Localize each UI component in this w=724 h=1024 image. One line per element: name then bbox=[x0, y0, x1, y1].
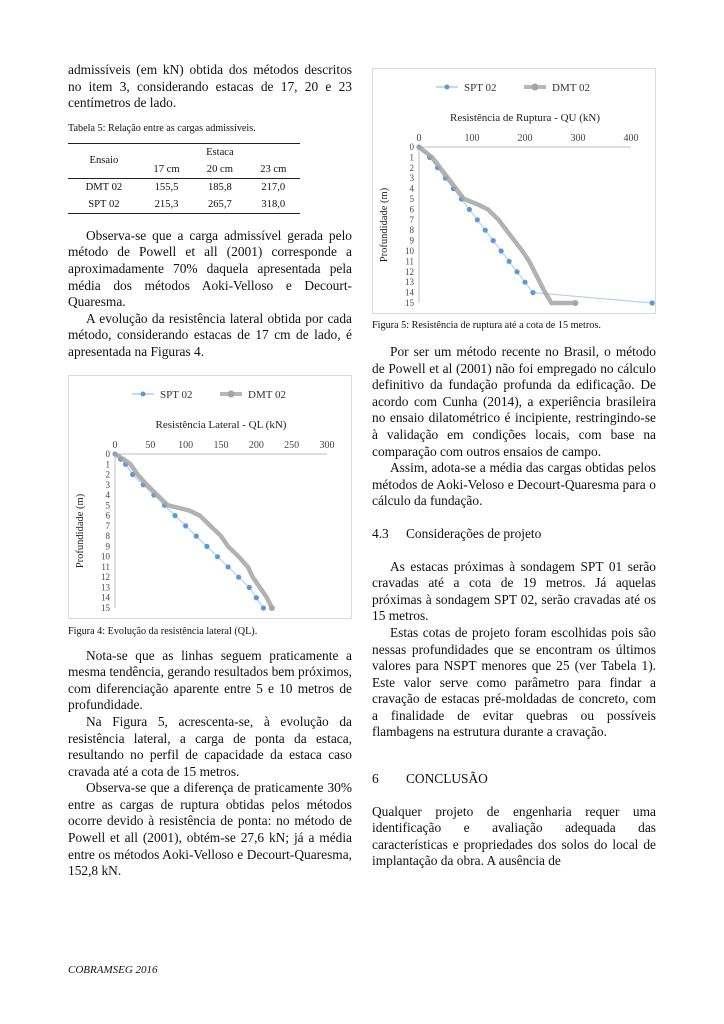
data-point bbox=[225, 564, 230, 569]
y-tick-label: 4 bbox=[409, 183, 414, 194]
data-point bbox=[215, 554, 220, 559]
y-tick-label: 11 bbox=[405, 256, 414, 267]
series-line bbox=[419, 147, 575, 303]
paragraph: Na Figura 5, acrescenta-se, à evolução da resistência lateral, a carga de ponta da estaca, resultando no perfil de capacidade da estaca caso cravada até a cota de 15 metros. bbox=[68, 713, 352, 779]
y-tick-label: 15 bbox=[405, 298, 414, 308]
cell: 155,5 bbox=[154, 181, 179, 193]
data-point bbox=[467, 207, 472, 212]
y-tick-label: 14 bbox=[405, 287, 414, 298]
y-tick-label: 12 bbox=[101, 571, 110, 582]
y-tick-label: 9 bbox=[409, 235, 414, 246]
series-line bbox=[115, 454, 272, 608]
y-tick-label: 0 bbox=[105, 448, 110, 459]
data-point bbox=[204, 543, 209, 548]
footer: COBRAMSEG 2016 bbox=[68, 964, 158, 976]
x-tick-label: 100 bbox=[178, 439, 194, 451]
y-tick-label: 5 bbox=[105, 499, 110, 510]
paragraph: Observa-se que a carga admissível gerada pelo método de Powell et all (2001) corresponde a aproximadamente 70% daquela apresentada pela média dos métodos Aoki-Velloso e Decourt-Quaresma. bbox=[68, 227, 352, 310]
y-tick-label: 8 bbox=[105, 530, 110, 541]
y-tick-label: 9 bbox=[105, 540, 110, 551]
cell: 318,0 bbox=[247, 196, 300, 214]
data-point bbox=[522, 280, 527, 285]
header-estaca: Estaca bbox=[140, 143, 300, 161]
x-tick-label: 300 bbox=[319, 439, 335, 451]
y-tick-label: 3 bbox=[105, 479, 110, 490]
y-tick-label: 10 bbox=[101, 551, 110, 562]
y-tick-label: 13 bbox=[405, 277, 414, 288]
series-line bbox=[419, 147, 652, 303]
data-point bbox=[650, 300, 655, 305]
legend-label: DMT 02 bbox=[552, 82, 590, 94]
x-tick-label: 0 bbox=[112, 439, 118, 451]
y-axis-label: Profundidade (m) bbox=[379, 187, 390, 263]
legend-swatch-marker bbox=[445, 85, 450, 90]
legend bbox=[132, 389, 286, 401]
section-heading-6 bbox=[372, 771, 656, 788]
data-point bbox=[491, 238, 496, 243]
data-point bbox=[236, 574, 241, 579]
paragraph: Observa-se que a diferença de praticamente 30% entre as cargas de ruptura obtidas pelos métodos ocorre devido à resistência de ponta: no método de Powell et all (2001), obtém-se 27,6 kN; já a média entre os métodos Aoki-Velloso e Decourt-Quaresma, 152,8 kN. bbox=[68, 780, 352, 879]
section-number: 4.3 bbox=[372, 525, 389, 541]
y-tick-label: 12 bbox=[405, 266, 414, 277]
cell: 185,8 bbox=[207, 181, 232, 193]
data-point bbox=[172, 513, 177, 518]
x-tick-label: 200 bbox=[248, 439, 264, 451]
paragraph: A evolução da resistência lateral obtida por cada método, considerando estacas de 17 cm de lado, é apresentada na Figuras 4. bbox=[68, 310, 352, 359]
paragraph: Assim, adota-se a média das cargas obtidas pelos métodos de Aoki-Veloso e Decourt-Quaresma para o cálculo da fundação. bbox=[372, 460, 656, 509]
y-tick-label: 3 bbox=[409, 173, 414, 184]
data-point bbox=[269, 605, 275, 611]
x-tick-label: 100 bbox=[464, 133, 480, 144]
paragraph: admissíveis (em kN) obtida dos métodos descritos no item 3, considerando estacas de 17, 20 e 23 centímetros de lado. bbox=[68, 62, 352, 111]
loads-table bbox=[68, 143, 300, 214]
y-tick-label: 11 bbox=[101, 561, 110, 572]
section-heading-4-3 bbox=[372, 526, 656, 543]
x-tick-label: 150 bbox=[213, 439, 229, 451]
data-point bbox=[194, 533, 199, 538]
y-tick-label: 14 bbox=[101, 592, 110, 603]
data-point bbox=[247, 584, 252, 589]
x-tick-label: 400 bbox=[623, 133, 639, 144]
row-name: DMT 02 bbox=[85, 181, 123, 193]
data-point bbox=[514, 269, 519, 274]
x-tick-label: 200 bbox=[517, 133, 533, 144]
legend-label: SPT 02 bbox=[160, 388, 193, 401]
y-tick-label: 15 bbox=[101, 602, 110, 613]
figure-4-chart bbox=[68, 375, 352, 619]
table-row bbox=[68, 196, 300, 214]
chart-svg bbox=[373, 69, 655, 313]
paragraph: Nota-se que as linhas seguem praticamente a mesma tendência, gerando resultados bem próximos, com diferenciação aparente entre 5 e 10 metros de profundidade. bbox=[68, 647, 352, 713]
cell: 265,7 bbox=[193, 196, 246, 214]
y-tick-label: 10 bbox=[405, 246, 414, 256]
section-title: CONCLUSÃO bbox=[406, 771, 488, 787]
y-tick-label: 2 bbox=[409, 162, 414, 173]
y-tick-label: 1 bbox=[105, 458, 110, 469]
cell: 217,0 bbox=[261, 181, 286, 193]
y-tick-label: 7 bbox=[409, 214, 414, 225]
data-point bbox=[499, 248, 504, 253]
y-tick-label: 2 bbox=[105, 469, 110, 480]
y-axis-label: Profundidade (m) bbox=[75, 493, 86, 568]
x-tick-label: 0 bbox=[416, 133, 422, 144]
data-point bbox=[475, 217, 480, 222]
chart-title: Resistência Lateral - QL (kN) bbox=[155, 418, 287, 431]
legend-swatch-marker bbox=[228, 390, 235, 397]
y-tick-label: 13 bbox=[101, 581, 110, 592]
y-tick-label: 0 bbox=[409, 142, 414, 152]
data-point bbox=[530, 290, 535, 295]
series-dmt-02 bbox=[419, 147, 578, 306]
section-number: 6 bbox=[372, 771, 379, 787]
figure-5-chart bbox=[372, 68, 656, 314]
x-tick-label: 300 bbox=[570, 133, 586, 144]
y-tick-label: 8 bbox=[409, 225, 414, 236]
legend-label: SPT 02 bbox=[464, 82, 497, 94]
y-tick-label: 7 bbox=[105, 520, 110, 531]
y-tick-label: 5 bbox=[409, 194, 414, 204]
figure-5-caption: Figura 5: Resistência de ruptura até a cota de 15 metros. bbox=[372, 320, 601, 331]
data-point bbox=[183, 523, 188, 528]
legend bbox=[436, 82, 590, 94]
y-tick-label: 6 bbox=[409, 204, 414, 215]
legend-swatch-marker bbox=[141, 391, 146, 396]
x-tick-label: 250 bbox=[284, 439, 300, 451]
data-point bbox=[483, 228, 488, 233]
chart-svg bbox=[69, 376, 351, 618]
paragraph: Por ser um método recente no Brasil, o método de Powell et al (2001) não foi empregado no cálculo definitivo da fundação profunda da edificação. De acordo com Cunha (2014), a experiência brasileira no ensaio dilatométrico é incipiente, restringindo-se à validação em condições locais, com base na comparação com outros ensaios de campo. bbox=[372, 344, 656, 459]
data-point bbox=[572, 300, 578, 306]
series-spt-02 bbox=[416, 144, 654, 305]
paragraph: As estacas próximas à sondagem SPT 01 serão cravadas até a cota de 19 metros. Já aquelas próximas à sondagem SPT 02, serão cravadas até os 15 metros. bbox=[372, 558, 656, 624]
chart-title: Resistência de Ruptura - QU (kN) bbox=[450, 112, 600, 124]
table-row bbox=[68, 178, 300, 196]
header-size: 20 cm bbox=[193, 161, 246, 179]
header-ensaio: Ensaio bbox=[68, 143, 140, 178]
legend-label: DMT 02 bbox=[248, 388, 286, 401]
x-tick-label: 50 bbox=[145, 439, 156, 451]
y-tick-label: 4 bbox=[105, 489, 110, 500]
y-tick-label: 1 bbox=[409, 152, 414, 163]
legend-swatch-marker bbox=[532, 84, 539, 91]
data-point bbox=[261, 605, 266, 610]
data-point bbox=[507, 259, 512, 264]
table-caption: Tabela 5: Relação entre as cargas admissíveis. bbox=[68, 122, 256, 134]
figure-4-caption: Figura 4: Evolução da resistência lateral (QL). bbox=[68, 625, 258, 637]
header-size: 17 cm bbox=[140, 161, 193, 179]
data-point bbox=[254, 595, 259, 600]
row-name: SPT 02 bbox=[68, 196, 140, 214]
cell: 215,3 bbox=[140, 196, 193, 214]
y-tick-label: 6 bbox=[105, 510, 110, 521]
paragraph: Qualquer projeto de engenharia requer uma identificação e avaliação adequada das características e propriedades dos solos do local de implantação da obra. A ausência de bbox=[372, 803, 656, 869]
right-column bbox=[372, 68, 656, 870]
left-column bbox=[68, 62, 352, 880]
section-title: Considerações de projeto bbox=[406, 525, 542, 541]
paragraph: Estas cotas de projeto foram escolhidas pois são nessas profundidades que se encontram os últimos valores para NSPT menores que 25 (ver Tabela 1). Este valor serve como parâmetro para findar a cravação de estacas pré-moldadas de concreto, com a finalidade de evitar quebras ou possíveis flambagens na estrutura durante a cravação. bbox=[372, 624, 656, 740]
header-size: 23 cm bbox=[247, 161, 300, 179]
